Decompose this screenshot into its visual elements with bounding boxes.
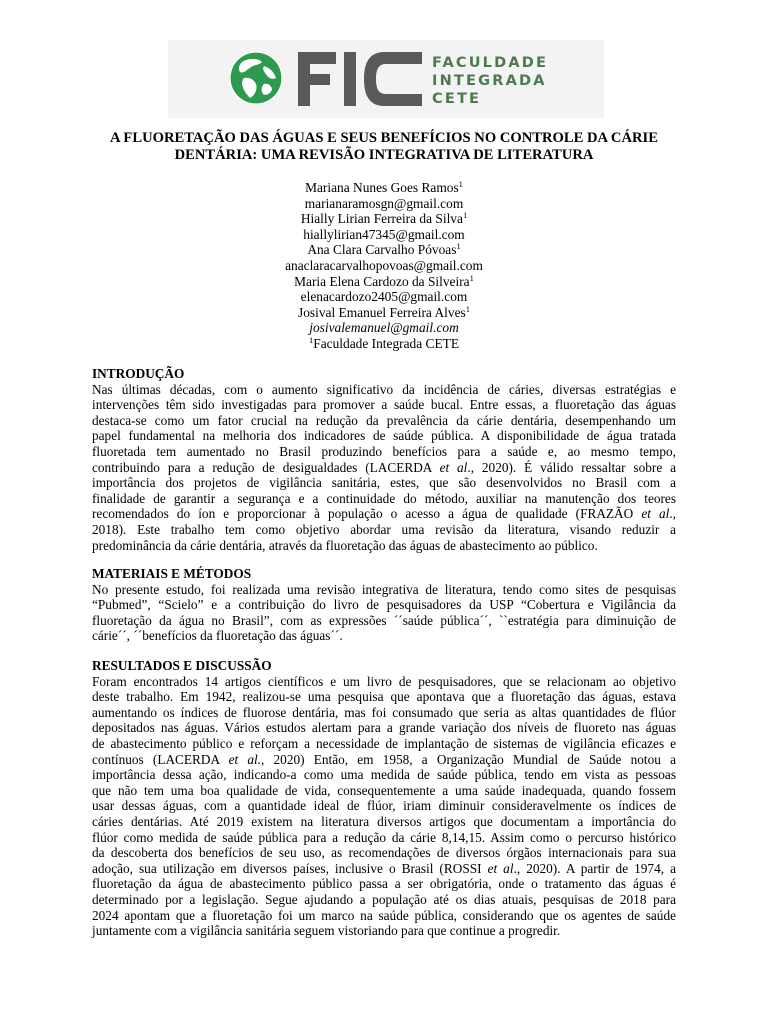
paragraph-line: aumentando os índices de fluorose dentária, mas foi consumado que seria as altas quantidades de flúor [92, 704, 676, 720]
author-email: josivalemanuel@gmail.com [309, 320, 459, 336]
author-name: Ana Clara Carvalho Póvoas$^1$ [307, 241, 461, 258]
author-block [92, 180, 676, 352]
paragraph-line: importância dos projetos de vigilância sanitária, estes, que são desenvolvidos no Brasil com a [92, 475, 676, 491]
author-email: marianaramosgn@gmail.com [304, 195, 464, 211]
affiliation: $^1$Faculdade Integrada CETE [309, 334, 459, 351]
section-heading: INTRODUÇÃO [92, 366, 185, 381]
paragraph-line: destaca-se como um fator crucial na redução da prevalência da cárie dentária, desempenhando um [92, 412, 676, 428]
paragraph-line: cáries dentárias. Até 2019 existem na literatura diversos artigos que documentam a importância do [92, 813, 676, 829]
paragraph-line: 2018). Este trabalho tem como objetivo abordar uma revisão da literatura, visando reduzir a [92, 521, 676, 537]
introduction-section [92, 366, 676, 553]
methods-section [92, 566, 676, 644]
section-heading: RESULTADOS E DISCUSSÃO [92, 658, 272, 673]
paragraph-line: No presente estudo, foi realizada uma revisão integrativa de literatura, tendo como sites de pesquisas [92, 581, 676, 597]
paragraph-line: contribuindo para a redução de desigualdades (LACERDA et al., 2020). É válido ressaltar sobre a [92, 459, 676, 475]
results-section [92, 658, 676, 939]
logo-line-2: INTEGRADA [432, 73, 547, 89]
author-email: elenacardozo2405@gmail.com [300, 289, 468, 305]
logo-text [432, 54, 548, 108]
paragraph-line: que não tem uma boa qualidade de vida, consequentemente a uma saúde inadequada, quando fossem [92, 782, 676, 798]
institution-logo [168, 40, 604, 118]
logo-line-1: FACULDADE [432, 55, 549, 71]
paragraph-line: usar dessas águas, com a quantidade ideal de flúor, iriam diminuir consideravelmente os índices de [92, 798, 676, 814]
paragraph-line: Nas últimas décadas, com o aumento significativo da incidência de cáries, diversas estratégias e [92, 381, 676, 397]
paragraph-line: deste trabalho. Em 1942, realizou-se uma pesquisa que apontava que a fluoretação das águas, estava [92, 689, 676, 705]
title-line-2: DENTÁRIA: UMA REVISÃO INTEGRATIVA DE LITERATURA [174, 147, 594, 163]
author-name: Mariana Nunes Goes Ramos$^1$ [305, 179, 463, 195]
paragraph-line: fluoretação da água de abastecimento público passa a ser obrigatória, onde o tratamento das águas é [92, 876, 676, 892]
paragraph-line: fluoretação da água no Brasil”, com as expressões ´´saúde pública´´, ``estratégia para diminuição de [92, 612, 676, 628]
paragraph-line: finalidade de garantir a segurança e a continuidade do método, auxiliar na manutenção dos teores [92, 490, 676, 506]
author-email: hiallylirian47345@gmail.com [303, 226, 465, 242]
paragraph-line: importância dessa ação, indicando-a como uma medida de saúde pública, tendo em vista as pessoas [92, 767, 676, 783]
paragraph-line: predominância da cárie dentária, através da fluoretação das águas de abastecimento ao público. [92, 537, 598, 553]
fic-wordmark-icon [298, 52, 424, 108]
paper-title [92, 130, 676, 164]
paragraph-line: da descoberta dos benefícios de seu uso, as recomendações de diversos órgãos internacionais para sua [92, 845, 676, 861]
paragraph-line: 2024 apontam que a fluoretação foi um marco na saúde pública, considerando que os agentes de saúde [92, 907, 676, 923]
section-heading: MATERIAIS E MÉTODOS [92, 566, 252, 581]
logo-line-3: CETE [432, 91, 482, 107]
paragraph-line: Foram encontrados 14 artigos científicos e um livro de pesquisadores, que se relacionam ao objetivo [92, 673, 676, 689]
author-name: Maria Elena Cardozo da Silveira$^1$ [294, 272, 474, 289]
paragraph-line: flúor como medida de saúde pública para a redução da cárie 8,14,15. Assim como o percurso histórico [92, 829, 676, 845]
globe-icon [228, 50, 284, 106]
author-name: Hially Lirian Ferreira da Silva$^1$ [300, 210, 468, 227]
title-line-1: A FLUORETAÇÃO DAS ÁGUAS E SEUS BENEFÍCIOS NO CONTROLE DA CÁRIE [110, 130, 658, 146]
paragraph-line: determinado por a legislação. Segue ajudando a população até os dias atuais, pesquisas de 2018 para [92, 891, 676, 907]
paragraph-line: adoção, sua utilização em diversos países, inclusive o Brasil (ROSSI et al., 2020). A partir de 1974, a [92, 860, 676, 876]
paragraph-line: juntamente com a vigilância sanitária seguem vistoriando para que continue a progredir. [92, 923, 561, 939]
paragraph-line: depositados nas águas. Vários estudos alertam para a grande variação dos níveis de fluoreto nas águas [92, 720, 676, 736]
paragraph-line: contínuos (LACERDA et al., 2020) Então, em 1958, a Organização Mundial de Saúde notou a [92, 751, 676, 767]
author-email: anaclaracarvalhopovoas@gmail.com [285, 257, 483, 273]
paragraph-line: recomendados do íon e proporcionar à população o acesso a água de qualidade (FRAZÃO et al., [92, 506, 676, 522]
paragraph-line: fluoretada tem aumentado no Brasil produzindo benefícios para a saúde e, ao mesmo tempo, [92, 443, 676, 459]
author-name: Josival Emanuel Ferreira Alves$^1$ [298, 303, 470, 320]
paragraph-line: “Pubmed”, “Scielo” e a contribuição do livro de pesquisadores da USP “Cobertura e Vigilância da [92, 597, 676, 613]
paragraph-line: de abastecimento público e reforçam a necessidade de implantação de sistemas de vigilância eficazes e [92, 735, 676, 751]
paragraph-line: cárie´´, ´´benefícios da fluoretação das águas´´. [92, 628, 343, 644]
paragraph-line: papel fundamental na melhoria dos indicadores de saúde pública. A disponibilidade de água tratada [92, 428, 676, 444]
paragraph-line: intervenções têm sido investigadas para promover a saúde bucal. Entre essas, a fluoretação das águas [92, 397, 676, 413]
